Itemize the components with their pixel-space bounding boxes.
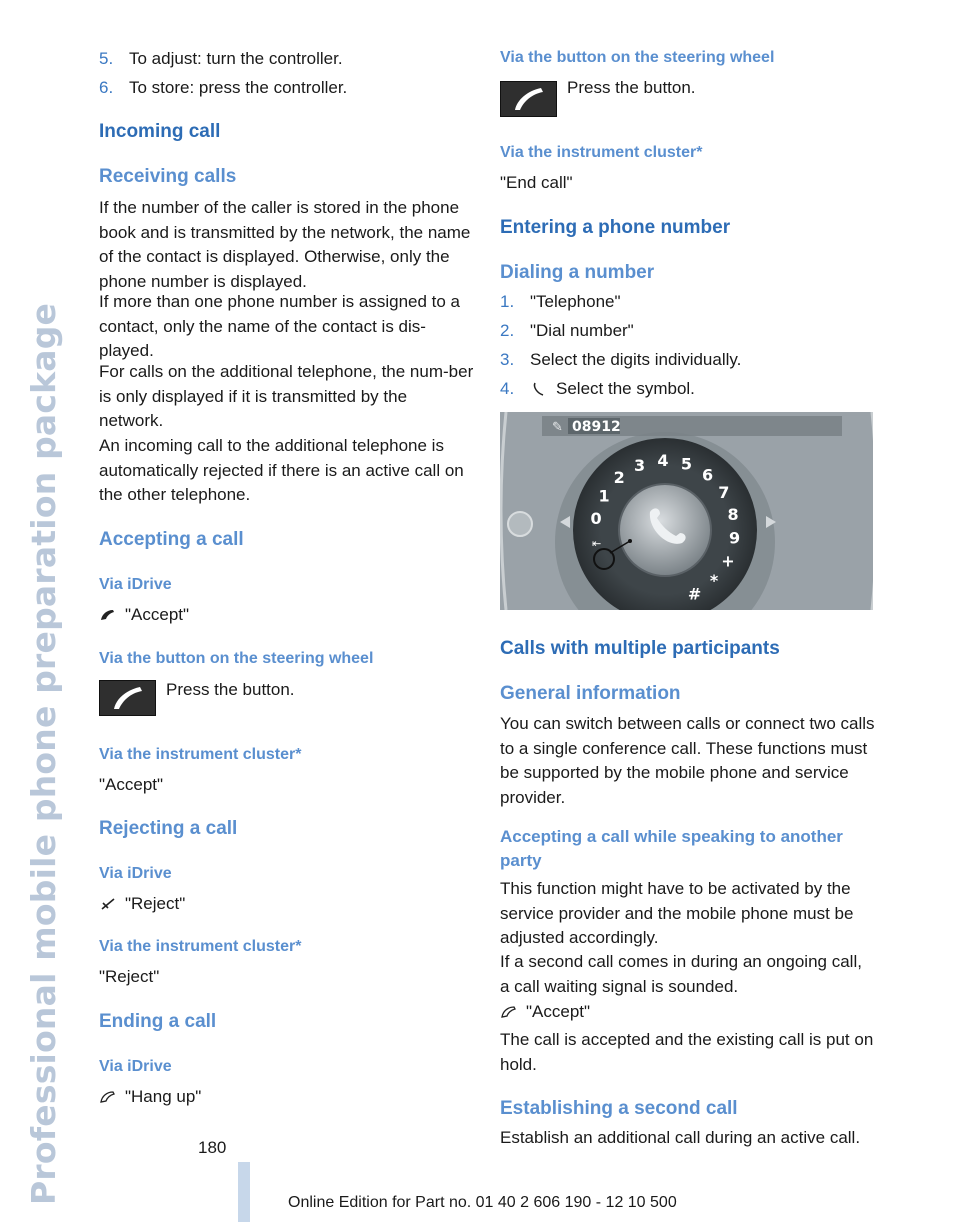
dial-digit: + xyxy=(721,551,735,571)
heading-receiving-calls: Receiving calls xyxy=(99,166,237,187)
paragraph-additional-telephone: For calls on the additional telephone, the num-ber is only displayed if it is transmitted by the network. xyxy=(99,362,474,430)
dial-digit: 6 xyxy=(702,465,714,485)
dial-pencil-icon: ✎ xyxy=(552,420,563,435)
reject-option: "Reject" xyxy=(99,892,185,917)
phone-handset-icon xyxy=(100,681,155,715)
subheading-via-cluster-end: Via the instrument cluster* xyxy=(500,144,703,161)
phone-reject-icon xyxy=(99,897,117,911)
dial-side-button xyxy=(508,512,532,536)
subheading-via-idrive-reject: Via iDrive xyxy=(99,865,172,882)
accept-option-second: "Accept" xyxy=(500,1000,590,1025)
phone-dial-icon xyxy=(530,382,548,396)
phone-hangup-icon xyxy=(99,1090,117,1104)
subheading-via-idrive: Via iDrive xyxy=(99,576,172,593)
phone-handset-icon xyxy=(501,82,556,116)
heading-multiple-participants: Calls with multiple participants xyxy=(500,638,780,659)
dial-step-4: 4. Select the symbol. xyxy=(500,379,695,398)
side-chapter-title: Professional mobile phone preparation package xyxy=(24,302,63,1205)
heading-establishing-second-call: Establishing a second call xyxy=(500,1098,738,1119)
dial-step-1: 1. "Telephone" xyxy=(500,292,621,311)
dial-back-icon: ⇤ xyxy=(592,537,602,550)
heading-accepting-call: Accepting a call xyxy=(99,529,244,550)
dial-digit: 7 xyxy=(718,483,730,502)
paragraph-auto-rejected: An incoming call to the additional telephone is automatically rejected if there is an active call on the other telephone. xyxy=(99,436,464,504)
heading-general-information: General information xyxy=(500,683,681,704)
paragraph-multiple-numbers: If more than one phone number is assigned to a contact, only the name of the contact is dis-played. xyxy=(99,292,461,360)
heading-entering-number: Entering a phone number xyxy=(500,217,731,238)
dial-digit: 2 xyxy=(613,468,625,487)
steering-phone-button-image-end xyxy=(500,81,557,117)
heading-dialing-number: Dialing a number xyxy=(500,262,655,283)
hang-up-option: "Hang up" xyxy=(99,1085,201,1110)
footer-bar xyxy=(238,1162,250,1222)
footer-edition: Online Edition for Part no. 01 40 2 606 190 - 12 10 500 xyxy=(288,1194,677,1211)
accept-option: "Accept" xyxy=(99,603,189,628)
phone-accept-icon xyxy=(99,608,117,622)
paragraph-caller-stored: If the number of the caller is stored in the phone book and is transmitted by the network, the name of the contact is displayed. Otherwise, only the phone number is displayed. xyxy=(99,198,471,291)
dial-digit: * xyxy=(709,570,719,590)
cluster-accept-text: "Accept" xyxy=(99,775,164,794)
dial-step-2: 2. "Dial number" xyxy=(500,321,634,340)
dial-digit: 0 xyxy=(590,508,602,528)
paragraph-establish-additional: Establish an additional call during an active call. xyxy=(500,1128,861,1147)
end-call-text: "End call" xyxy=(500,173,573,192)
phone-accept-icon xyxy=(500,1005,518,1019)
subheading-via-idrive-end: Via iDrive xyxy=(99,1058,172,1075)
dial-digit: # xyxy=(687,584,702,604)
subheading-via-steering-wheel-end: Via the button on the steering wheel xyxy=(500,49,775,66)
paragraph-activation-needed: This function might have to be activated by the service provider and the mobile phone must be adjusted accordingly. xyxy=(500,879,854,947)
dial-digit: 5 xyxy=(680,454,693,474)
paragraph-call-waiting: If a second call comes in during an ongoing call, a call waiting signal is sounded. xyxy=(500,952,862,996)
dial-step-3: 3. Select the digits individually. xyxy=(500,350,742,369)
dial-digit: 1 xyxy=(598,486,610,506)
dial-digit: 4 xyxy=(657,451,669,470)
heading-ending-call: Ending a call xyxy=(99,1011,217,1032)
cluster-reject-text: "Reject" xyxy=(99,967,160,986)
step-5: 5. To adjust: turn the controller. xyxy=(99,49,343,68)
dial-digit: 3 xyxy=(634,455,646,475)
dial-display-number: 08912 xyxy=(572,419,621,435)
dial-digit: 8 xyxy=(727,504,739,524)
subheading-via-cluster-reject: Via the instrument cluster* xyxy=(99,938,302,955)
dial-svg xyxy=(500,412,873,610)
paragraph-switch-calls: You can switch between calls or connect two calls to a single conference call. These functions must be supported by the mobile phone and service provider. xyxy=(500,714,875,807)
heading-accepting-while-speaking: Accepting a call while speaking to another party xyxy=(500,827,843,870)
dial-digit: 9 xyxy=(729,528,741,548)
page-number: 180 xyxy=(198,1138,227,1157)
press-button-text: Press the button. xyxy=(166,680,295,699)
heading-rejecting-call: Rejecting a call xyxy=(99,818,238,839)
step-6: 6. To store: press the controller. xyxy=(99,78,348,97)
subheading-via-steering-wheel: Via the button on the steering wheel xyxy=(99,650,374,667)
subheading-via-instrument-cluster: Via the instrument cluster* xyxy=(99,746,302,763)
dial-screen-illustration xyxy=(500,412,873,610)
steering-phone-button-image xyxy=(99,680,156,716)
press-button-text-end: Press the button. xyxy=(567,78,696,97)
paragraph-call-on-hold: The call is accepted and the existing call is put on hold. xyxy=(500,1030,874,1074)
heading-incoming-call: Incoming call xyxy=(99,121,221,142)
